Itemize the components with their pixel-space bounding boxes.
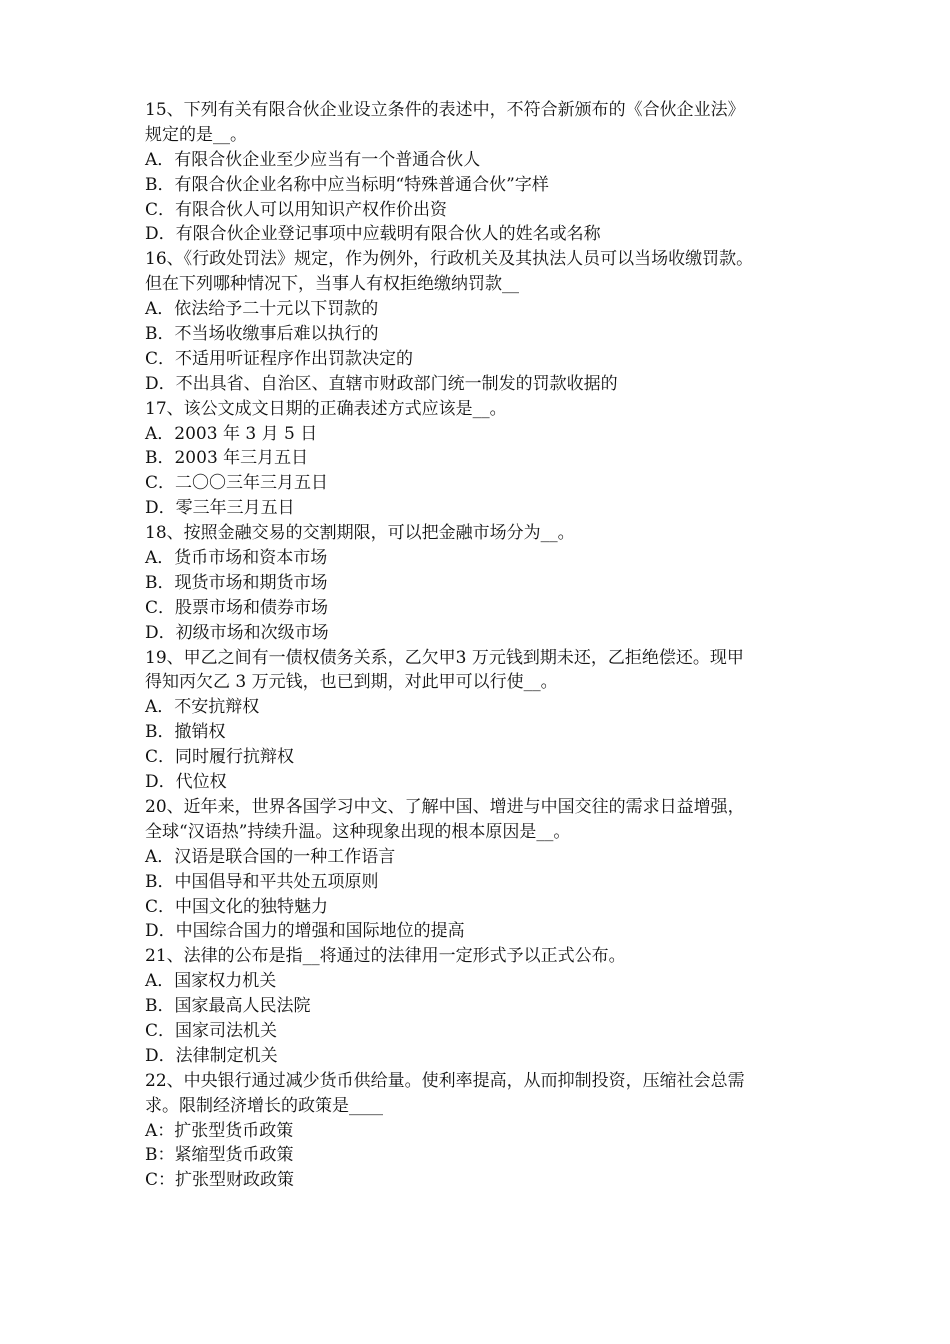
text-line: D．有限合伙企业登记事项中应载明有限合伙人的姓名或名称 [145, 224, 601, 245]
text-line: D．代位权 [145, 772, 227, 793]
text-line: C．不适用听证程序作出罚款决定的 [145, 348, 414, 369]
text-line: 16、《行政处罚法》规定，作为例外，行政机关及其执法人员可以当场收缴罚款。 [145, 249, 754, 270]
text-line: D．初级市场和次级市场 [145, 622, 329, 643]
text-line: A．不安抗辩权 [145, 697, 260, 718]
text-line: 得知丙欠乙 3 万元钱，也已到期，对此甲可以行使__。 [145, 672, 558, 693]
text-line: A：扩张型货币政策 [145, 1120, 294, 1141]
text-line: C．同时履行抗辩权 [145, 747, 295, 768]
text-line: C．有限合伙人可以用知识产权作价出资 [145, 199, 448, 220]
text-line: 17、该公文成文日期的正确表述方式应该是__。 [145, 398, 507, 419]
text-line: B．国家最高人民法院 [145, 996, 311, 1017]
text-line: B．撤销权 [145, 722, 226, 743]
text-line: A．国家权力机关 [145, 971, 277, 992]
text-line: 21、法律的公布是指__将通过的法律用一定形式予以正式公布。 [145, 946, 626, 967]
text-line: 22、中央银行通过减少货币供给量。使利率提高，从而抑制投资，压缩社会总需 [145, 1070, 745, 1091]
text-line: 18、按照金融交易的交割期限，可以把金融市场分为__。 [145, 523, 575, 544]
text-line: B．有限合伙企业名称中应当标明“特殊普通合伙”字样 [145, 174, 549, 195]
text-line: B．中国倡导和平共处五项原则 [145, 871, 379, 892]
text-line: B．不当场收缴事后难以执行的 [145, 324, 379, 345]
text-line: A．货币市场和资本市场 [145, 548, 328, 569]
text-line: D．法律制定机关 [145, 1045, 278, 1066]
text-line: A．依法给予二十元以下罚款的 [145, 299, 379, 320]
text-line: C．股票市场和债券市场 [145, 597, 329, 618]
text-line: 规定的是__。 [145, 124, 247, 145]
text-line: 求。限制经济增长的政策是____ [145, 1095, 383, 1116]
text-line: A．汉语是联合国的一种工作语言 [145, 846, 396, 867]
text-line: D．中国综合国力的增强和国际地位的提高 [145, 921, 465, 942]
text-line: C．国家司法机关 [145, 1020, 278, 1041]
text-line: C．二〇〇三年三月五日 [145, 473, 329, 494]
text-line: C：扩张型财政政策 [145, 1170, 295, 1191]
text-line: A．有限合伙企业至少应当有一个普通合伙人 [145, 149, 481, 170]
text-line: C．中国文化的独特魅力 [145, 896, 329, 917]
text-line: 19、甲乙之间有一债权债务关系，乙欠甲3 万元钱到期未还，乙拒绝偿还。现甲 [145, 647, 744, 668]
text-line: 但在下列哪种情况下，当事人有权拒绝缴纳罚款__ [145, 274, 519, 295]
text-line: 全球“汉语热”持续升温。这种现象出现的根本原因是__。 [145, 821, 571, 842]
text-line: D．零三年三月五日 [145, 498, 295, 519]
text-line: B：紧缩型货币政策 [145, 1145, 294, 1166]
text-line: B．2003 年三月五日 [145, 448, 309, 469]
text-line: A．2003 年 3 月 5 日 [145, 423, 318, 444]
text-line: D．不出具省、自治区、直辖市财政部门统一制发的罚款收据的 [145, 373, 618, 394]
text-line: 15、下列有关有限合伙企业设立条件的表述中，不符合新颁布的《合伙企业法》 [145, 100, 745, 120]
text-line: 20、近年来，世界各国学习中文、了解中国、增进与中国交往的需求日益增强， [145, 796, 745, 817]
text-line: B．现货市场和期货市场 [145, 572, 328, 593]
document-body [145, 98, 825, 1193]
